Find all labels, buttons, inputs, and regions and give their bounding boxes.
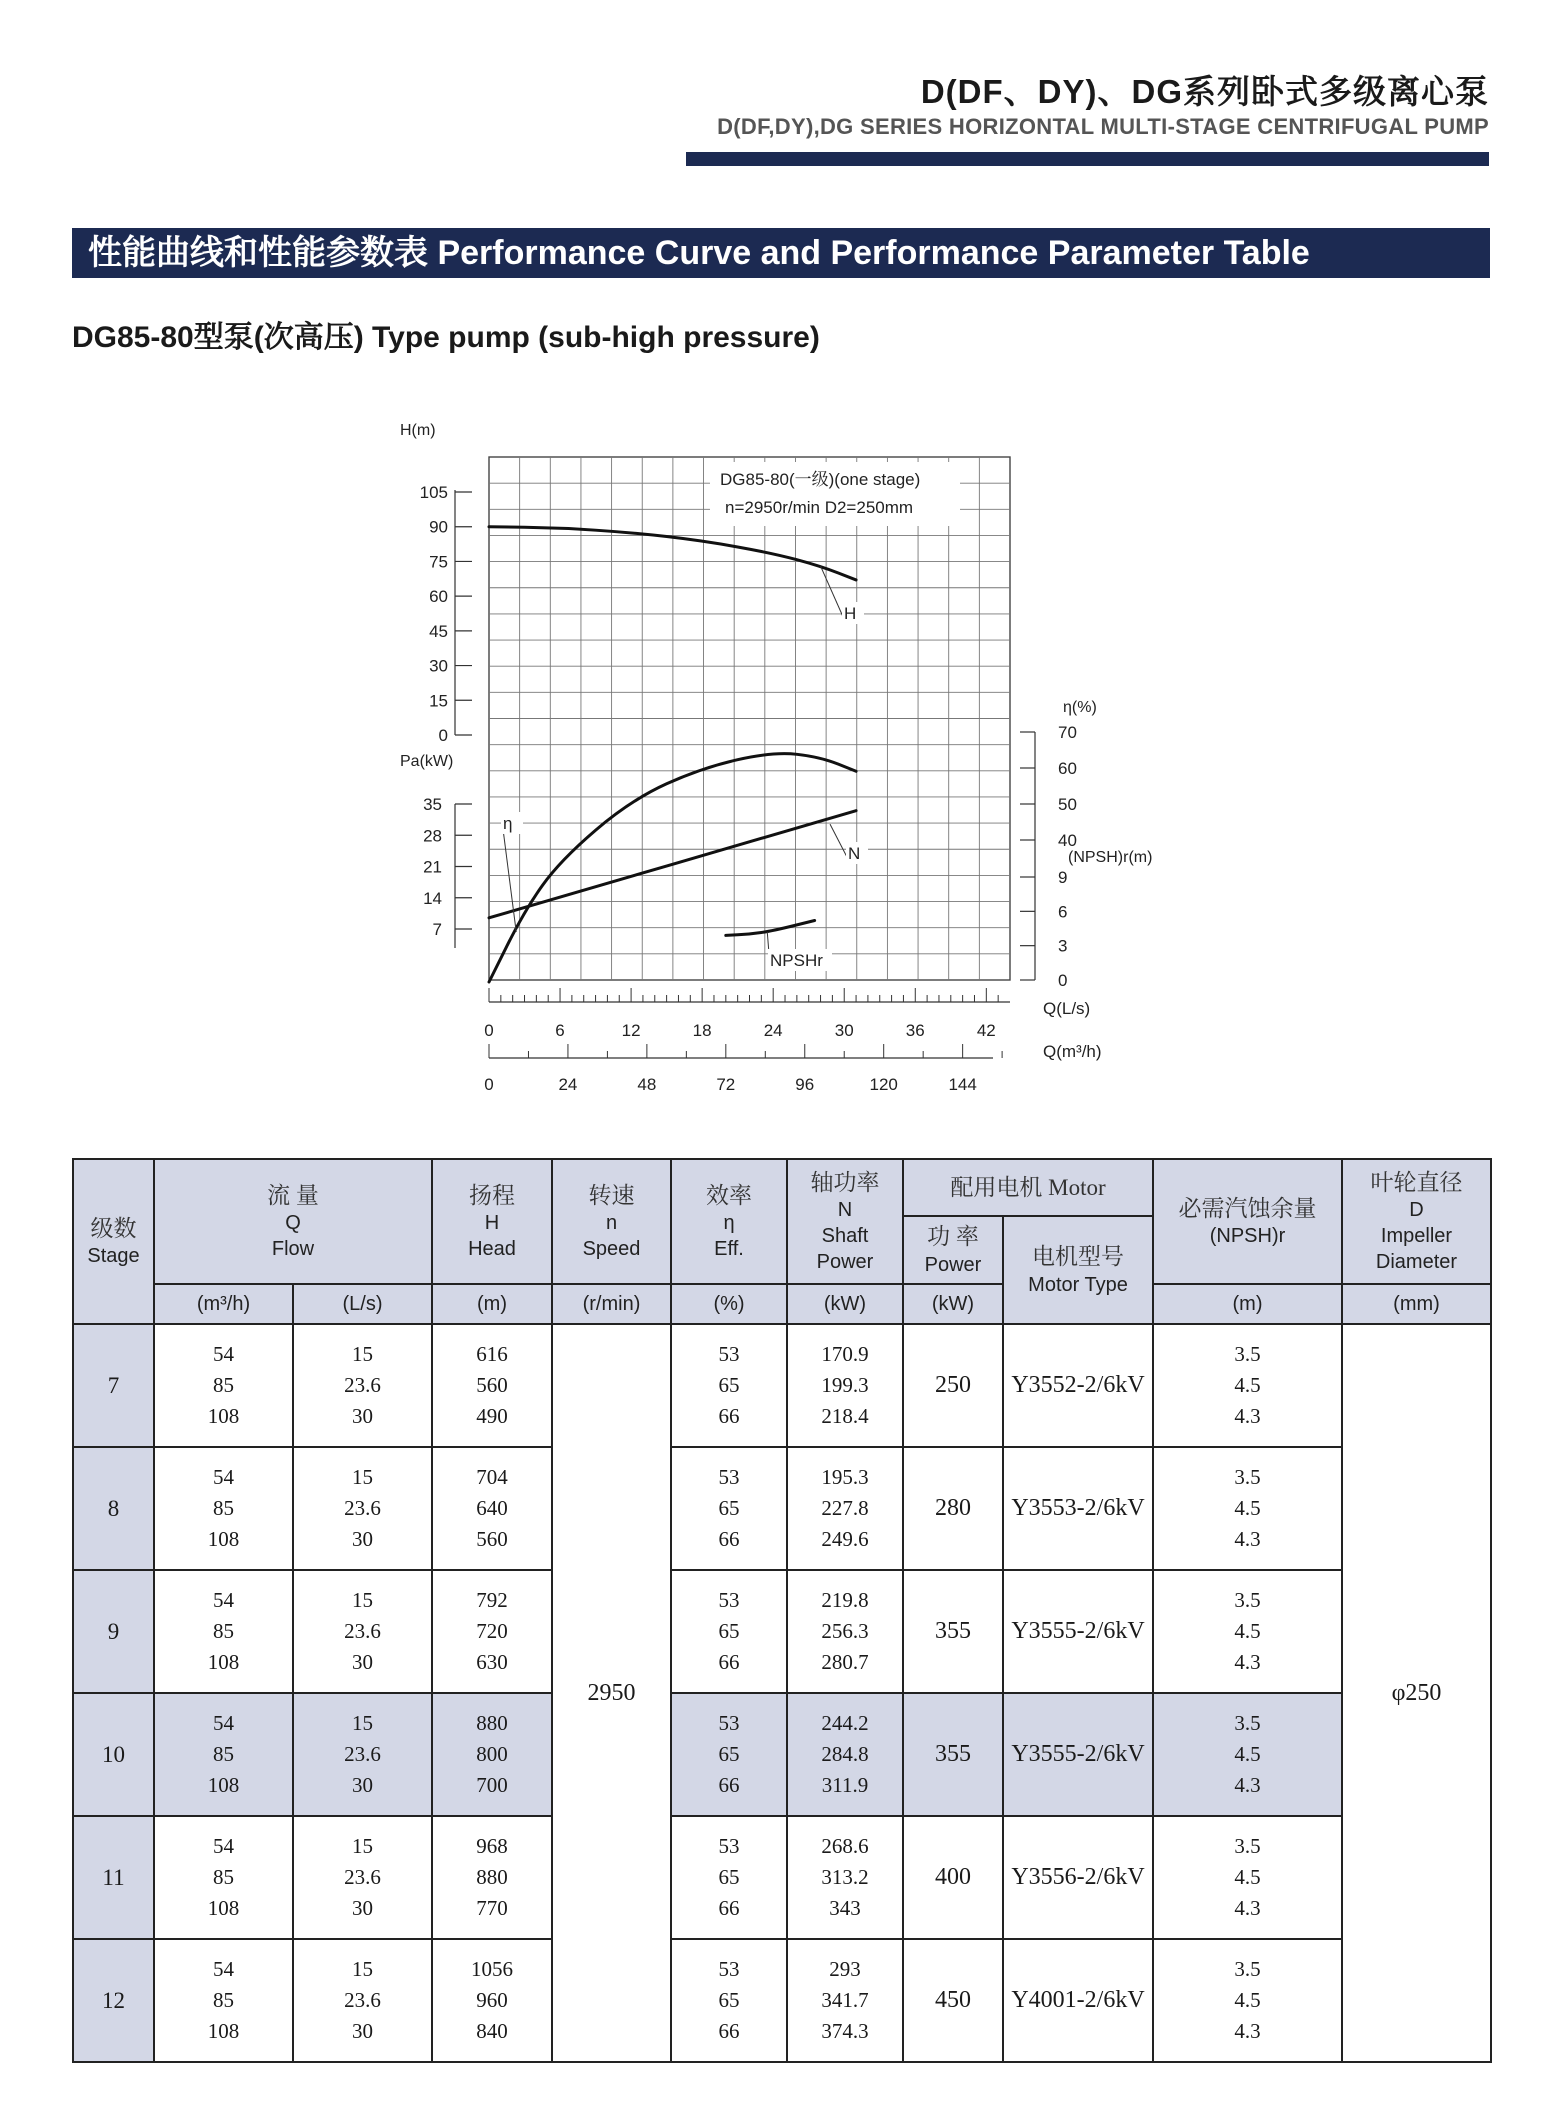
cell-value: 219.8 — [821, 1588, 869, 1612]
h-tick-label: 75 — [429, 552, 448, 572]
cell-value: 770 — [476, 1896, 508, 1920]
performance-chart — [380, 410, 1200, 1110]
cell-value: 65 — [718, 1496, 740, 1520]
unit-shaft: (kW) — [787, 1284, 903, 1324]
stage-cell: 7 — [73, 1324, 154, 1447]
cell-value: 54 — [213, 1465, 234, 1489]
unit-impeller: (mm) — [1342, 1284, 1491, 1324]
cell-value: 108 — [207, 1650, 240, 1674]
unit-flow-m3h: (m³/h) — [154, 1284, 293, 1324]
q-m3h-tick-label: 144 — [948, 1075, 977, 1094]
q-ls-tick-label: 42 — [976, 1021, 996, 1040]
npsh-tick-label: 9 — [1058, 868, 1068, 887]
cell-value: 4.5 — [1234, 1988, 1261, 2012]
speed-cell: 2950 — [552, 1324, 671, 2062]
cell-eff — [671, 1939, 787, 2062]
cell-power: 355 — [903, 1570, 1003, 1693]
q-ls-tick-label: 0 — [484, 1021, 494, 1040]
cell-value: 3.5 — [1234, 1465, 1261, 1489]
cell-value: 15 — [352, 1342, 373, 1366]
cell-motor-type: Y3553-2/6kV — [1003, 1447, 1153, 1570]
cell-value: 195.3 — [821, 1465, 869, 1489]
cell-eff — [671, 1324, 787, 1447]
npsh-tick-label: 0 — [1058, 971, 1068, 990]
cell-value: 66 — [718, 1527, 740, 1551]
cell-value: 53 — [718, 1711, 740, 1735]
eta-label-leader — [503, 829, 516, 932]
cell-value: 293 — [829, 1957, 861, 1981]
cell-value: 4.3 — [1234, 1896, 1261, 1920]
cell-value: 170.9 — [821, 1342, 869, 1366]
cell-value: 23.6 — [344, 1988, 381, 2012]
npsh-tick-label: 6 — [1058, 902, 1068, 922]
cell-value: 960 — [476, 1988, 508, 2012]
cell-value: 85 — [213, 1496, 234, 1520]
h-tick-label: 105 — [419, 483, 448, 502]
q-m3h-tick-label: 96 — [795, 1075, 815, 1094]
cell-head — [432, 1816, 552, 1939]
cell-value: 66 — [718, 1896, 740, 1920]
section-title: 性能曲线和性能参数表 Performance Curve and Performance Parameter Table — [72, 228, 1490, 278]
cell-value: 341.7 — [821, 1988, 869, 2012]
cell-value: 23.6 — [344, 1373, 381, 1397]
cell-value: 54 — [213, 1711, 234, 1735]
cell-value: 108 — [207, 2019, 240, 2043]
header-motor-type: 电机型号 Motor Type — [1003, 1216, 1153, 1324]
cell-shaft — [787, 1570, 903, 1693]
cell-value: 3.5 — [1234, 1342, 1261, 1366]
header-speed: 转速 n Speed — [552, 1159, 671, 1284]
cell-motor-type: Y3556-2/6kV — [1003, 1816, 1153, 1939]
h-tick-label: 15 — [429, 691, 448, 711]
eff-tick-label: 40 — [1058, 831, 1077, 850]
cell-npsh — [1153, 1570, 1342, 1693]
cell-q-ls — [293, 1447, 432, 1570]
npsh-tick-label: 3 — [1058, 936, 1068, 956]
eff-tick-label: 50 — [1058, 795, 1077, 814]
cell-value: 66 — [718, 1773, 740, 1797]
cell-value: 640 — [476, 1496, 508, 1520]
cell-value: 374.3 — [821, 2019, 869, 2043]
cell-value: 4.3 — [1234, 1404, 1261, 1428]
pa-tick-label: 35 — [423, 795, 442, 814]
cell-value: 53 — [718, 1342, 740, 1366]
cell-value: 490 — [476, 1404, 508, 1428]
npsh-label: NPSHr — [770, 951, 823, 970]
cell-value: 343 — [829, 1896, 861, 1920]
h-tick-label: 60 — [429, 587, 448, 607]
cell-q-m3h — [154, 1447, 293, 1570]
cell-value: 23.6 — [344, 1865, 381, 1889]
cell-value: 4.5 — [1234, 1373, 1261, 1397]
cell-value: 4.3 — [1234, 1773, 1261, 1797]
cell-value: 54 — [213, 1834, 234, 1858]
cell-q-ls — [293, 1939, 432, 2062]
cell-npsh — [1153, 1324, 1342, 1447]
cell-value: 15 — [352, 1588, 373, 1612]
stage-cell: 12 — [73, 1939, 154, 2062]
cell-q-ls — [293, 1816, 432, 1939]
cell-value: 53 — [718, 1834, 740, 1858]
catalog-title: D(DF、DY)、DG系列卧式多级离心泵 — [920, 73, 1489, 110]
cell-value: 108 — [207, 1404, 240, 1428]
cell-value: 15 — [352, 1834, 373, 1858]
h-tick-label: 30 — [429, 656, 448, 676]
cell-value: 227.8 — [821, 1496, 869, 1520]
header-stage: 级数 Stage — [73, 1159, 154, 1324]
table-row — [73, 1816, 1491, 1939]
cell-value: 65 — [718, 1619, 740, 1643]
cell-value: 4.3 — [1234, 2019, 1261, 2043]
cell-value: 880 — [476, 1865, 508, 1889]
q-m3h-axis-label: Q(m³/h) — [1043, 1042, 1102, 1061]
eff-tick-label: 70 — [1058, 723, 1077, 742]
catalog-subtitle: D(DF,DY),DG SERIES HORIZONTAL MULTI-STAGE CENTRIFUGAL PUMP — [717, 114, 1489, 139]
table-row — [73, 1693, 1491, 1816]
cell-value: 65 — [718, 1988, 740, 2012]
table-row — [73, 1324, 1491, 1447]
cell-value: 313.2 — [821, 1865, 869, 1889]
cell-power: 400 — [903, 1816, 1003, 1939]
cell-value: 4.5 — [1234, 1865, 1261, 1889]
cell-value: 199.3 — [821, 1373, 869, 1397]
cell-value: 256.3 — [821, 1619, 869, 1643]
cell-q-ls — [293, 1693, 432, 1816]
cell-value: 66 — [718, 1650, 740, 1674]
cell-head — [432, 1570, 552, 1693]
cell-value: 30 — [352, 1404, 373, 1428]
cell-value: 3.5 — [1234, 1711, 1261, 1735]
header-eff: 效率 η Eff. — [671, 1159, 787, 1284]
header-impeller: 叶轮直径 D Impeller Diameter — [1342, 1159, 1491, 1284]
cell-value: 4.5 — [1234, 1619, 1261, 1643]
pa-tick-label: 14 — [423, 888, 442, 908]
stage-cell: 9 — [73, 1570, 154, 1693]
cell-value: 108 — [207, 1527, 240, 1551]
cell-head — [432, 1324, 552, 1447]
annotation-line2: n=2950r/min D2=250mm — [725, 498, 914, 517]
cell-value: 700 — [476, 1773, 508, 1797]
h-axis-label: H(m) — [400, 422, 436, 439]
cell-q-m3h — [154, 1324, 293, 1447]
q-m3h-tick-label: 0 — [484, 1075, 494, 1094]
cell-value: 4.3 — [1234, 1650, 1261, 1674]
cell-value: 85 — [213, 1865, 234, 1889]
pa-tick-label: 28 — [423, 826, 442, 846]
cell-value: 704 — [476, 1465, 508, 1489]
header-rule — [686, 152, 1489, 166]
h-tick-label: 45 — [429, 621, 448, 641]
cell-value: 218.4 — [821, 1404, 869, 1428]
cell-shaft — [787, 1693, 903, 1816]
cell-value: 15 — [352, 1465, 373, 1489]
cell-q-m3h — [154, 1939, 293, 2062]
q-m3h-tick-label: 48 — [637, 1075, 657, 1094]
cell-value: 23.6 — [344, 1496, 381, 1520]
h-tick-label: 0 — [438, 726, 448, 745]
table-row — [73, 1939, 1491, 2062]
cell-value: 53 — [718, 1588, 740, 1612]
header-head: 扬程 H Head — [432, 1159, 552, 1284]
cell-value: 284.8 — [821, 1742, 869, 1766]
n-label-leader — [830, 824, 848, 859]
cell-value: 268.6 — [821, 1834, 869, 1858]
cell-value: 3.5 — [1234, 1834, 1261, 1858]
q-m3h-tick-label: 72 — [716, 1075, 736, 1094]
cell-eff — [671, 1693, 787, 1816]
cell-q-ls — [293, 1570, 432, 1693]
cell-value: 85 — [213, 1742, 234, 1766]
cell-value: 4.5 — [1234, 1496, 1261, 1520]
cell-shaft — [787, 1324, 903, 1447]
unit-npsh: (m) — [1153, 1284, 1342, 1324]
cell-shaft — [787, 1447, 903, 1570]
cell-value: 66 — [718, 1404, 740, 1428]
cell-head — [432, 1693, 552, 1816]
cell-value: 630 — [476, 1650, 508, 1674]
performance-chart-svg — [380, 410, 1200, 1110]
cell-head — [432, 1447, 552, 1570]
cell-shaft — [787, 1939, 903, 2062]
cell-value: 720 — [476, 1619, 508, 1643]
stage-cell: 8 — [73, 1447, 154, 1570]
cell-value: 108 — [207, 1773, 240, 1797]
cell-q-m3h — [154, 1816, 293, 1939]
eff-axis-label: η(%) — [1063, 699, 1097, 716]
cell-motor-type: Y3555-2/6kV — [1003, 1570, 1153, 1693]
cell-value: 54 — [213, 1588, 234, 1612]
unit-eff: (%) — [671, 1284, 787, 1324]
pa-tick-label: 21 — [423, 857, 442, 877]
cell-value: 53 — [718, 1465, 740, 1489]
cell-value: 23.6 — [344, 1742, 381, 1766]
cell-value: 15 — [352, 1957, 373, 1981]
cell-motor-type: Y3555-2/6kV — [1003, 1693, 1153, 1816]
performance-table — [72, 1158, 1492, 2063]
header-shaft-power: 轴功率 N Shaft Power — [787, 1159, 903, 1284]
q-m3h-tick-label: 24 — [558, 1075, 578, 1094]
header-npsh: 必需汽蚀余量 (NPSH)r — [1153, 1159, 1342, 1284]
cell-value: 65 — [718, 1742, 740, 1766]
cell-npsh — [1153, 1816, 1342, 1939]
cell-q-ls — [293, 1324, 432, 1447]
cell-value: 840 — [476, 2019, 508, 2043]
q-ls-tick-label: 24 — [763, 1021, 783, 1040]
npsh-axis-label: (NPSH)r(m) — [1068, 849, 1153, 866]
cell-value: 4.5 — [1234, 1742, 1261, 1766]
cell-value: 968 — [476, 1834, 508, 1858]
cell-value: 53 — [718, 1957, 740, 1981]
q-m3h-tick-label: 120 — [869, 1075, 898, 1094]
cell-head — [432, 1939, 552, 2062]
eff-tick-label: 60 — [1058, 759, 1077, 778]
header-motor: 配用电机 Motor — [903, 1159, 1153, 1216]
table-row — [73, 1447, 1491, 1570]
cell-value: 1056 — [471, 1957, 513, 1981]
cell-value: 560 — [476, 1527, 508, 1551]
cell-motor-type: Y3552-2/6kV — [1003, 1324, 1153, 1447]
q-ls-tick-label: 12 — [621, 1021, 641, 1040]
cell-value: 65 — [718, 1373, 740, 1397]
unit-flow-ls: (L/s) — [293, 1284, 432, 1324]
cell-power: 280 — [903, 1447, 1003, 1570]
pa-tick-label: 7 — [432, 920, 442, 939]
cell-value: 30 — [352, 1773, 373, 1797]
cell-value: 4.3 — [1234, 1527, 1261, 1551]
stage-cell: 11 — [73, 1816, 154, 1939]
cell-value: 560 — [476, 1373, 508, 1397]
cell-value: 280.7 — [821, 1650, 869, 1674]
cell-eff — [671, 1816, 787, 1939]
pump-title: DG85-80型泵(次高压) Type pump (sub-high pressure) — [72, 321, 820, 354]
cell-value: 3.5 — [1234, 1588, 1261, 1612]
cell-value: 249.6 — [821, 1527, 869, 1551]
cell-eff — [671, 1570, 787, 1693]
q-ls-tick-label: 18 — [692, 1021, 712, 1040]
cell-value: 30 — [352, 1650, 373, 1674]
cell-value: 108 — [207, 1896, 240, 1920]
cell-value: 30 — [352, 1896, 373, 1920]
pa-axis-label: Pa(kW) — [400, 753, 454, 770]
cell-npsh — [1153, 1693, 1342, 1816]
h-label: H — [844, 604, 857, 623]
cell-value: 880 — [476, 1711, 508, 1735]
cell-power: 450 — [903, 1939, 1003, 2062]
stage-cell: 10 — [73, 1693, 154, 1816]
cell-eff — [671, 1447, 787, 1570]
table-row — [73, 1570, 1491, 1693]
eta-label: η — [503, 814, 513, 833]
annotation-line1: DG85-80(一级)(one stage) — [720, 470, 921, 489]
cell-value: 23.6 — [344, 1619, 381, 1643]
cell-power: 355 — [903, 1693, 1003, 1816]
q-ls-axis-label: Q(L/s) — [1043, 999, 1091, 1018]
cell-power: 250 — [903, 1324, 1003, 1447]
cell-value: 85 — [213, 1988, 234, 2012]
cell-motor-type: Y4001-2/6kV — [1003, 1939, 1153, 2062]
n-label: N — [848, 844, 861, 863]
h-tick-label: 90 — [429, 517, 448, 537]
cell-q-m3h — [154, 1693, 293, 1816]
cell-value: 65 — [718, 1865, 740, 1889]
header-power: 功 率 Power — [903, 1216, 1003, 1284]
header-flow: 流 量 Q Flow — [154, 1159, 432, 1284]
cell-value: 85 — [213, 1373, 234, 1397]
cell-npsh — [1153, 1447, 1342, 1570]
cell-value: 311.9 — [821, 1773, 869, 1797]
cell-value: 30 — [352, 1527, 373, 1551]
cell-value: 66 — [718, 2019, 740, 2043]
cell-npsh — [1153, 1939, 1342, 2062]
cell-value: 54 — [213, 1957, 234, 1981]
unit-speed: (r/min) — [552, 1284, 671, 1324]
cell-value: 15 — [352, 1711, 373, 1735]
cell-value: 616 — [476, 1342, 508, 1366]
cell-value: 792 — [476, 1588, 508, 1612]
impeller-cell: φ250 — [1342, 1324, 1491, 2062]
cell-value: 244.2 — [821, 1711, 869, 1735]
q-ls-tick-label: 6 — [555, 1021, 565, 1040]
cell-value: 54 — [213, 1342, 234, 1366]
cell-value: 85 — [213, 1619, 234, 1643]
cell-value: 3.5 — [1234, 1957, 1261, 1981]
q-ls-tick-label: 36 — [905, 1021, 925, 1040]
unit-power: (kW) — [903, 1284, 1003, 1324]
q-ls-tick-label: 30 — [834, 1021, 854, 1040]
cell-shaft — [787, 1816, 903, 1939]
unit-head: (m) — [432, 1284, 552, 1324]
cell-value: 30 — [352, 2019, 373, 2043]
cell-q-m3h — [154, 1570, 293, 1693]
cell-value: 800 — [476, 1742, 508, 1766]
